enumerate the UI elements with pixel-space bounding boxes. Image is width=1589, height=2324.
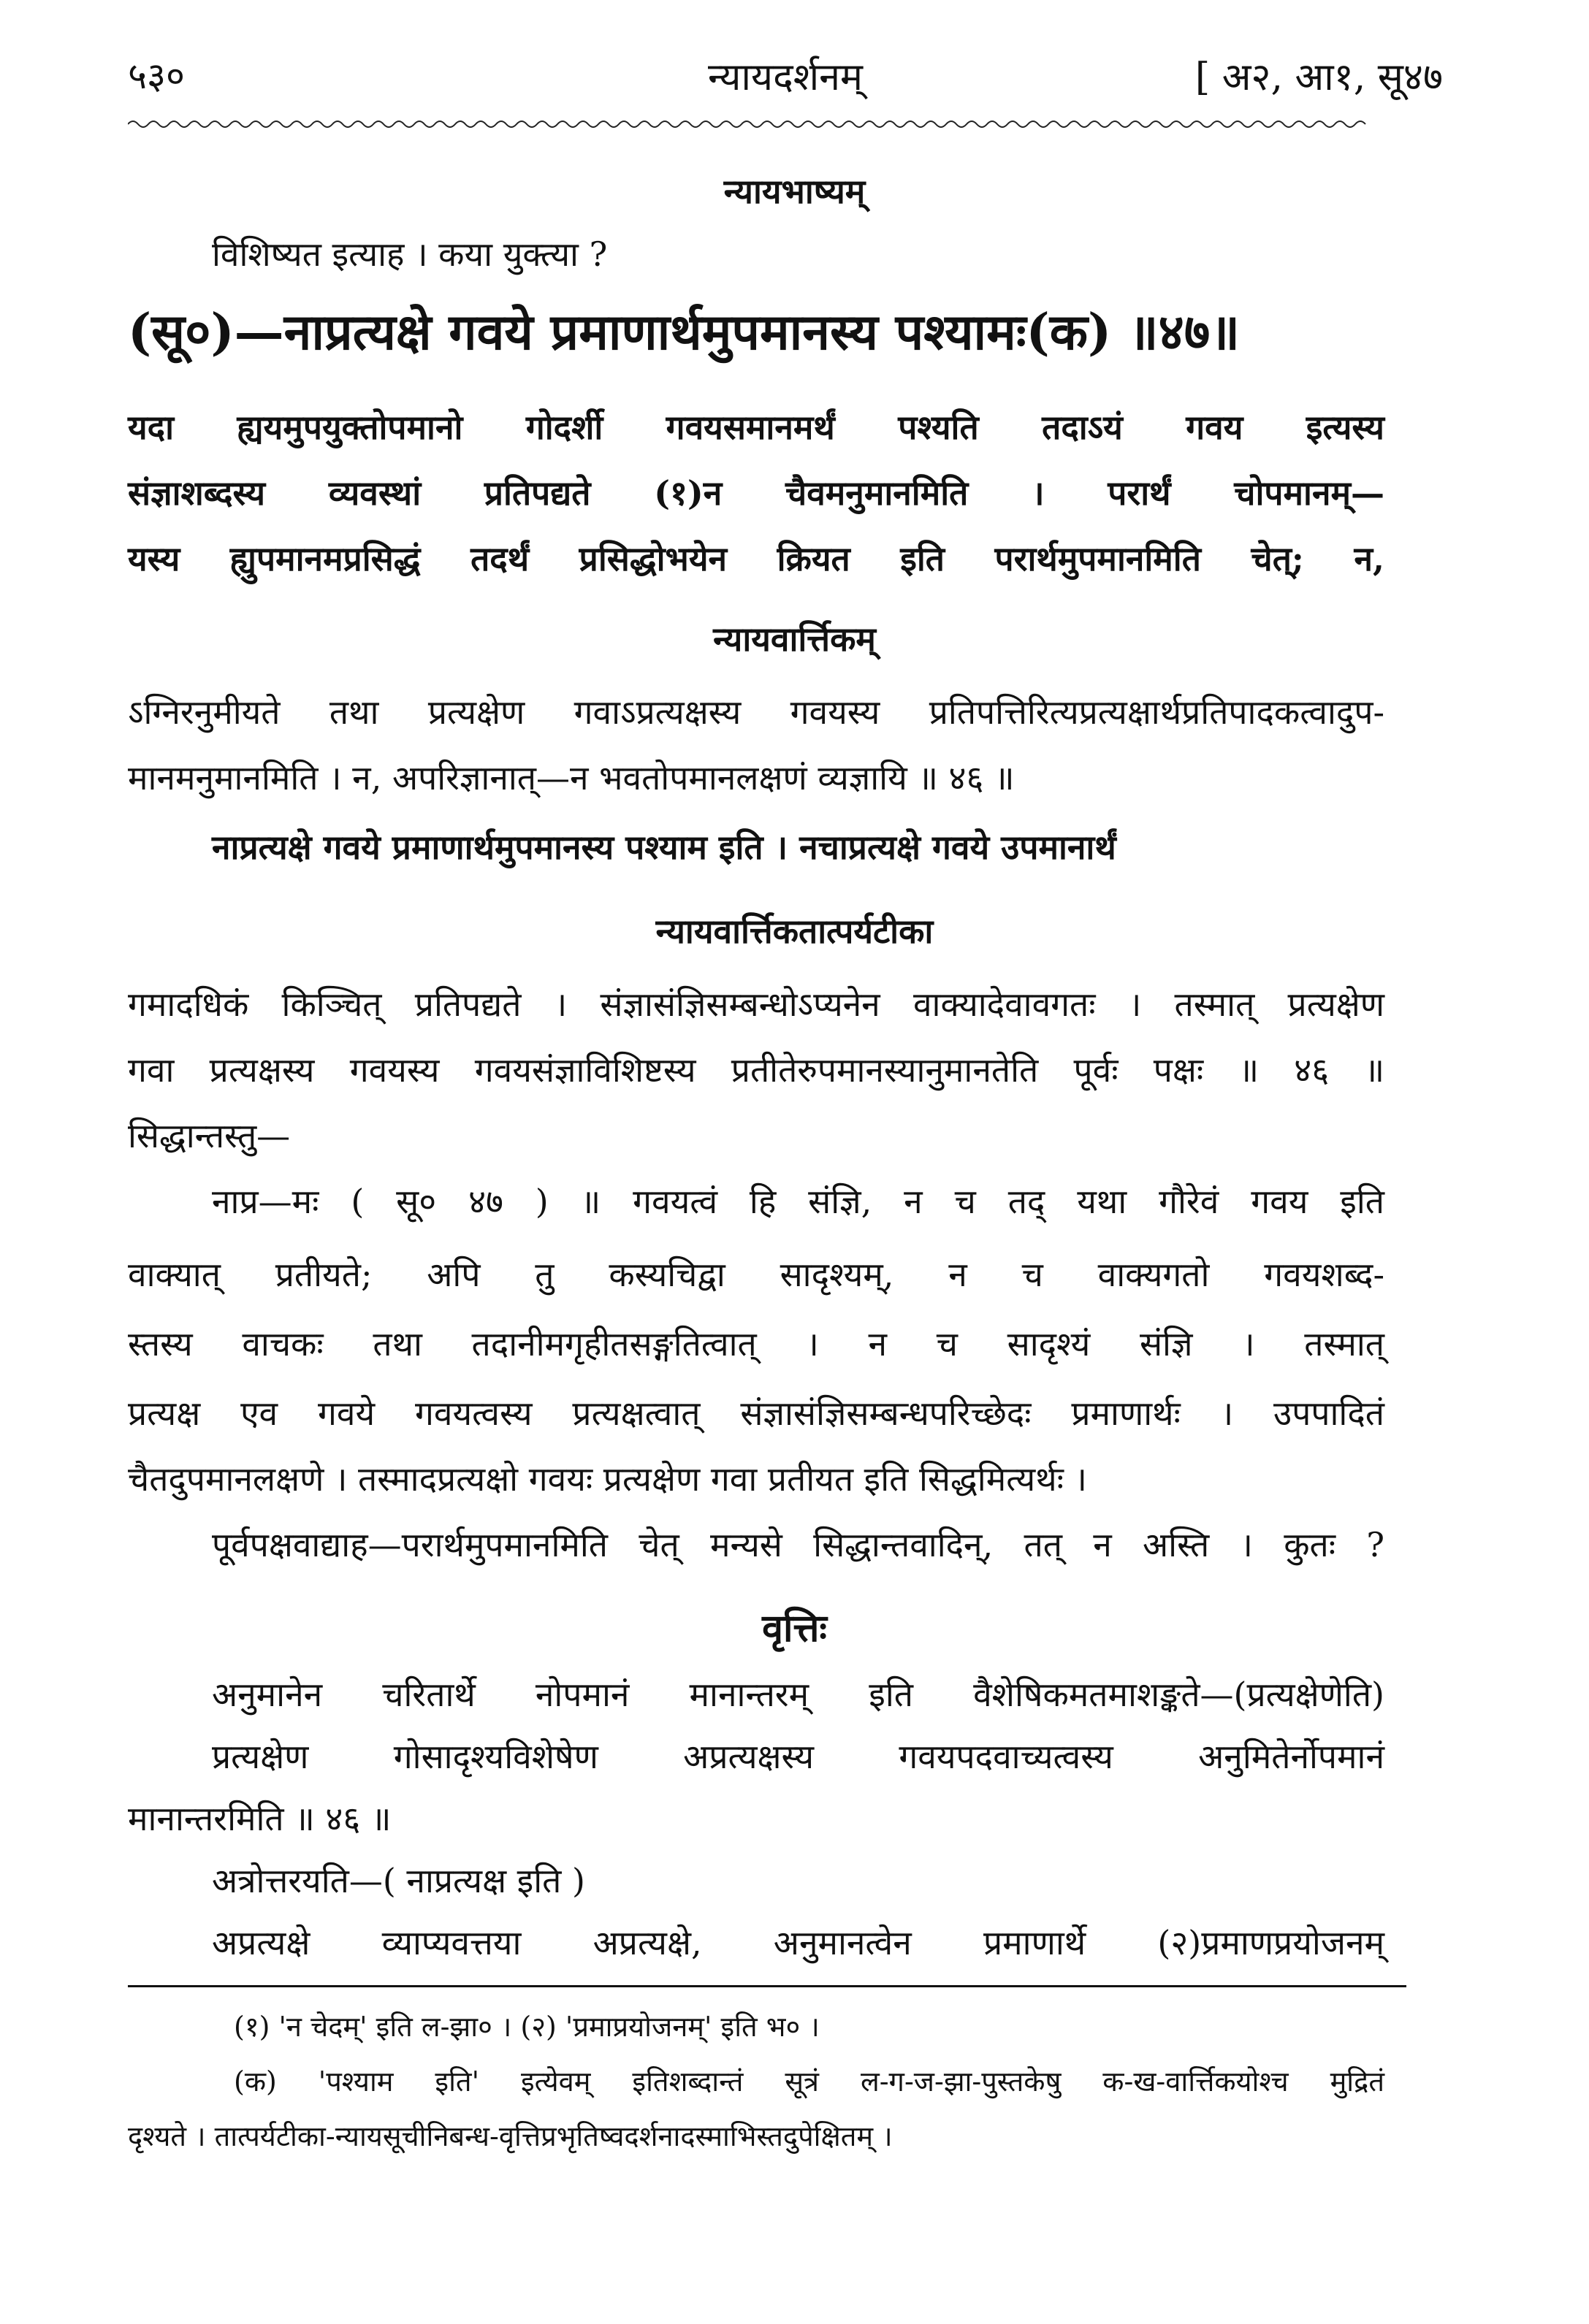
vritti-line-4: अत्रोत्तरयति—( नाप्रत्यक्ष इति ) xyxy=(212,1861,585,1900)
footnote-k: (क) 'पश्याम इति' इत्येवम् इतिशब्दान्तं सूत्रं ल-ग-ज-झा-पुस्तकेषु क-ख-वार्त्तिकयोश्च मुद्रितं xyxy=(234,2065,1384,2098)
tika-line-3: सिद्धान्तस्तु— xyxy=(128,1116,291,1155)
running-title: न्यायदर्शनम् xyxy=(707,56,864,99)
footnote-k-cont: दृश्यते । तात्पर्यटीका-न्यायसूचीनिबन्ध-वृत्तिप्रभृतिष्वदर्शनादस्माभिस्तदुपेक्षितम् । xyxy=(128,2120,893,2152)
bhashya-intro: विशिष्यत इत्याह । कया युक्त्या ? xyxy=(212,234,608,274)
tika-heading: न्यायवार्त्तिकतात्पर्यटीका xyxy=(655,911,934,951)
vritti-line-1: अनुमानेन चरितार्थे नोपमानं मानान्तरम् इति वैशेषिकमतमाशङ्कते—(प्रत्यक्षेणेति) xyxy=(212,1675,1384,1714)
vartika-heading: न्यायवार्त्तिकम् xyxy=(713,619,876,659)
vartika-line-3: नाप्रत्यक्षे गवये प्रमाणार्थमुपमानस्य पश्याम इति । नचाप्रत्यक्षे गवये उपमानार्थं xyxy=(212,827,1116,867)
vritti-line-5: अप्रत्यक्षे व्याप्यवत्तया अप्रत्यक्षे, अनुमानत्वेन प्रमाणार्थे (२)प्रमाणप्रयोजनम् xyxy=(212,1923,1384,1962)
bhashya-heading: न्यायभाष्यम् xyxy=(723,172,866,211)
vartika-line-2: मानमनुमानमिति । न, अपरिज्ञानात्—न भवतोपमानलक्षणं व्यज्ञायि ॥ ४६ ॥ xyxy=(128,758,1015,798)
sutra-47: (सू०)—नाप्रत्यक्षे गवये प्रमाणार्थमुपमानस्य पश्यामः(क) ॥४७॥ xyxy=(128,303,1240,362)
tika-line-4: नाप्र—मः ( सू० ४७ ) ॥ गवयत्वं हि संज्ञि, न च तद् यथा गौरेवं गवय इति xyxy=(212,1182,1384,1221)
running-header xyxy=(128,50,1443,108)
vritti-heading: वृत्तिः xyxy=(762,1606,827,1651)
bhashya-line-2: संज्ञाशब्दस्य व्यवस्थां प्रतिपद्यते (१)न चैवमनुमानमिति । परार्थं चोपमानम्— xyxy=(128,473,1384,513)
page-number: ५३० xyxy=(128,55,185,97)
tika-line-5: वाक्यात् प्रतीयते; अपि तु कस्यचिद्वा सादृश्यम्, न च वाक्यगतो गवयशब्द- xyxy=(128,1255,1384,1294)
bhashya-line-3: यस्य ह्युपमानमप्रसिद्धं तदर्थं प्रसिद्धोभयेन क्रियत इति परार्थमुपमानमिति चेत्; न, xyxy=(128,539,1384,578)
tika-line-8: चैतदुपमानलक्षणे । तस्मादप्रत्यक्षो गवयः प्रत्यक्षेण गवा प्रतीयत इति सिद्धमित्यर्थः । xyxy=(128,1459,1087,1499)
vritti-line-2: प्रत्यक्षेण गोसादृश्यविशेषेण अप्रत्यक्षस्य गवयपदवाच्यत्वस्य अनुमितेर्नोपमानं xyxy=(212,1737,1384,1776)
footnote-rule xyxy=(128,1985,1406,1987)
tika-line-6: स्तस्य वाचकः तथा तदानीमगृहीतसङ्गतित्वात् । न च सादृश्यं संज्ञि । तस्मात् xyxy=(128,1324,1384,1364)
vartika-line-1: ऽग्निरनुमीयते तथा प्रत्यक्षेण गवाऽप्रत्यक्षस्य गवयस्य प्रतिपत्तिरित्यप्रत्यक्षार्थप्रतिपादकत्वादुप- xyxy=(128,692,1384,732)
wavy-divider xyxy=(128,115,1443,133)
vritti-line-3: मानान्तरमिति ॥ ४६ ॥ xyxy=(128,1799,392,1838)
tika-line-2: गवा प्रत्यक्षस्य गवयस्य गवयसंज्ञाविशिष्टस्य प्रतीतेरुपमानस्यानुमानतेति पूर्वः पक्षः ॥ ४६ ॥ xyxy=(128,1050,1384,1090)
tika-line-7: प्रत्यक्ष एव गवये गवयत्वस्य प्रत्यक्षत्वात् संज्ञासंज्ञिसम्बन्धपरिच्छेदः प्रमाणार्थः । उपपादितं xyxy=(128,1394,1384,1433)
bhashya-line-1: यदा ह्ययमुपयुक्तोपमानो गोदर्शी गवयसमानमर्थं पश्यति तदाऽयं गवय इत्यस्य xyxy=(128,408,1384,447)
section-reference: [ अ२, आ१, सू४७ xyxy=(1194,56,1443,99)
tika-line-9: पूर्वपक्षवाद्याह—परार्थमुपमानमिति चेत् मन्यसे सिद्धान्तवादिन्, तत् न अस्ति । कुतः ? xyxy=(212,1525,1384,1564)
footnote-1: (१) 'न चेदम्' इति ल-झा० । (२) 'प्रमाप्रयोजनम्' इति भ० । xyxy=(234,2011,820,2043)
tika-line-1: गमादधिकं किञ्चित् प्रतिपद्यते । संज्ञासंज्ञिसम्बन्धोऽप्यनेन वाक्यादेवावगतः । तस्मात् प्रत्यक्षेण xyxy=(128,985,1384,1024)
